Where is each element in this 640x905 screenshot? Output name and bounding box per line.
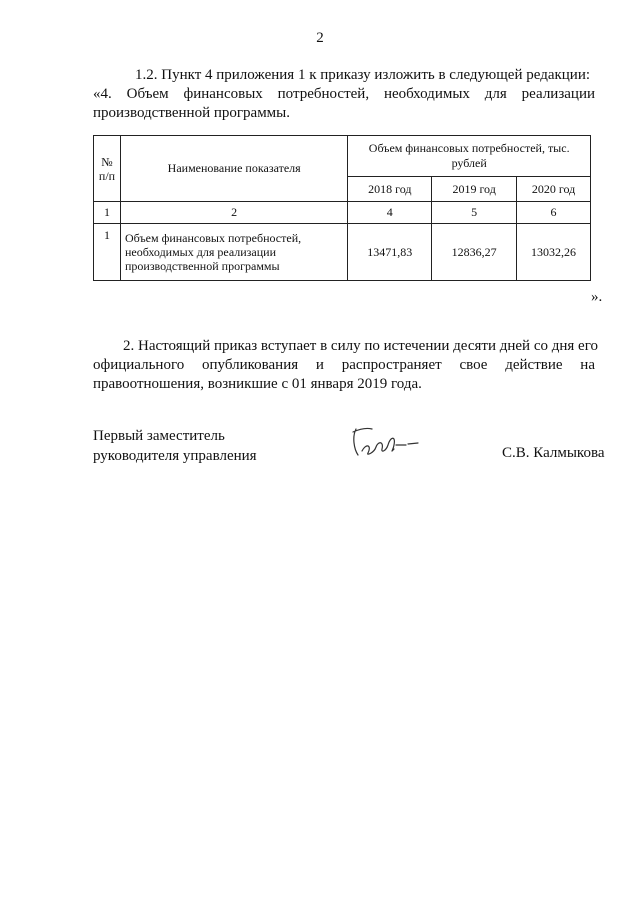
- index-cell: 1: [94, 202, 121, 224]
- header-name: Наименование показателя: [120, 136, 347, 202]
- index-cell: 4: [348, 202, 432, 224]
- financial-needs-table: [93, 135, 591, 281]
- item-2-line1: 2. Настоящий приказ вступает в силу по истечении десяти дней со дня его: [123, 338, 598, 354]
- paragraph-item-2: [93, 337, 598, 394]
- row-name: Объем финансовых потребностей, необходимых для реализации производственной программы: [120, 224, 347, 281]
- header-num: № п/п: [94, 136, 121, 202]
- item-1-2-line2: «4. Объем финансовых потребностей, необходимых для реализации: [93, 86, 595, 102]
- signatory-position: [93, 426, 257, 466]
- signatory-name: С.В. Калмыкова: [502, 445, 605, 461]
- position-line2: руководителя управления: [93, 448, 257, 464]
- header-year-2019: 2019 год: [432, 177, 517, 202]
- closing-quote: ».: [591, 289, 603, 305]
- index-cell: 2: [120, 202, 347, 224]
- index-cell: 6: [517, 202, 591, 224]
- table-header-row: [94, 136, 591, 177]
- header-year-2018: 2018 год: [348, 177, 432, 202]
- table-row: [94, 224, 591, 281]
- item-2-line2: официального опубликования и распространяет свое действие на: [93, 357, 595, 373]
- table-index-row: [94, 202, 591, 224]
- index-cell: 5: [432, 202, 517, 224]
- paragraph-item-1-2: [93, 66, 595, 123]
- row-value-2020: 13032,26: [517, 224, 591, 281]
- item-1-2-line1: 1.2. Пункт 4 приложения 1 к приказу изложить в следующей редакции:: [135, 67, 591, 83]
- item-1-2-line3: производственной программы.: [93, 105, 291, 121]
- item-2-line3: правоотношения, возникшие с 01 января 2019 года.: [93, 376, 422, 392]
- row-num: 1: [94, 224, 121, 281]
- handwritten-signature: [350, 423, 425, 463]
- header-year-2020: 2020 год: [517, 177, 591, 202]
- position-line1: Первый заместитель: [93, 428, 225, 444]
- row-value-2018: 13471,83: [348, 224, 432, 281]
- header-group: Объем финансовых потребностей, тыс. рублей: [348, 136, 591, 177]
- page-number: 2: [316, 30, 324, 46]
- row-value-2019: 12836,27: [432, 224, 517, 281]
